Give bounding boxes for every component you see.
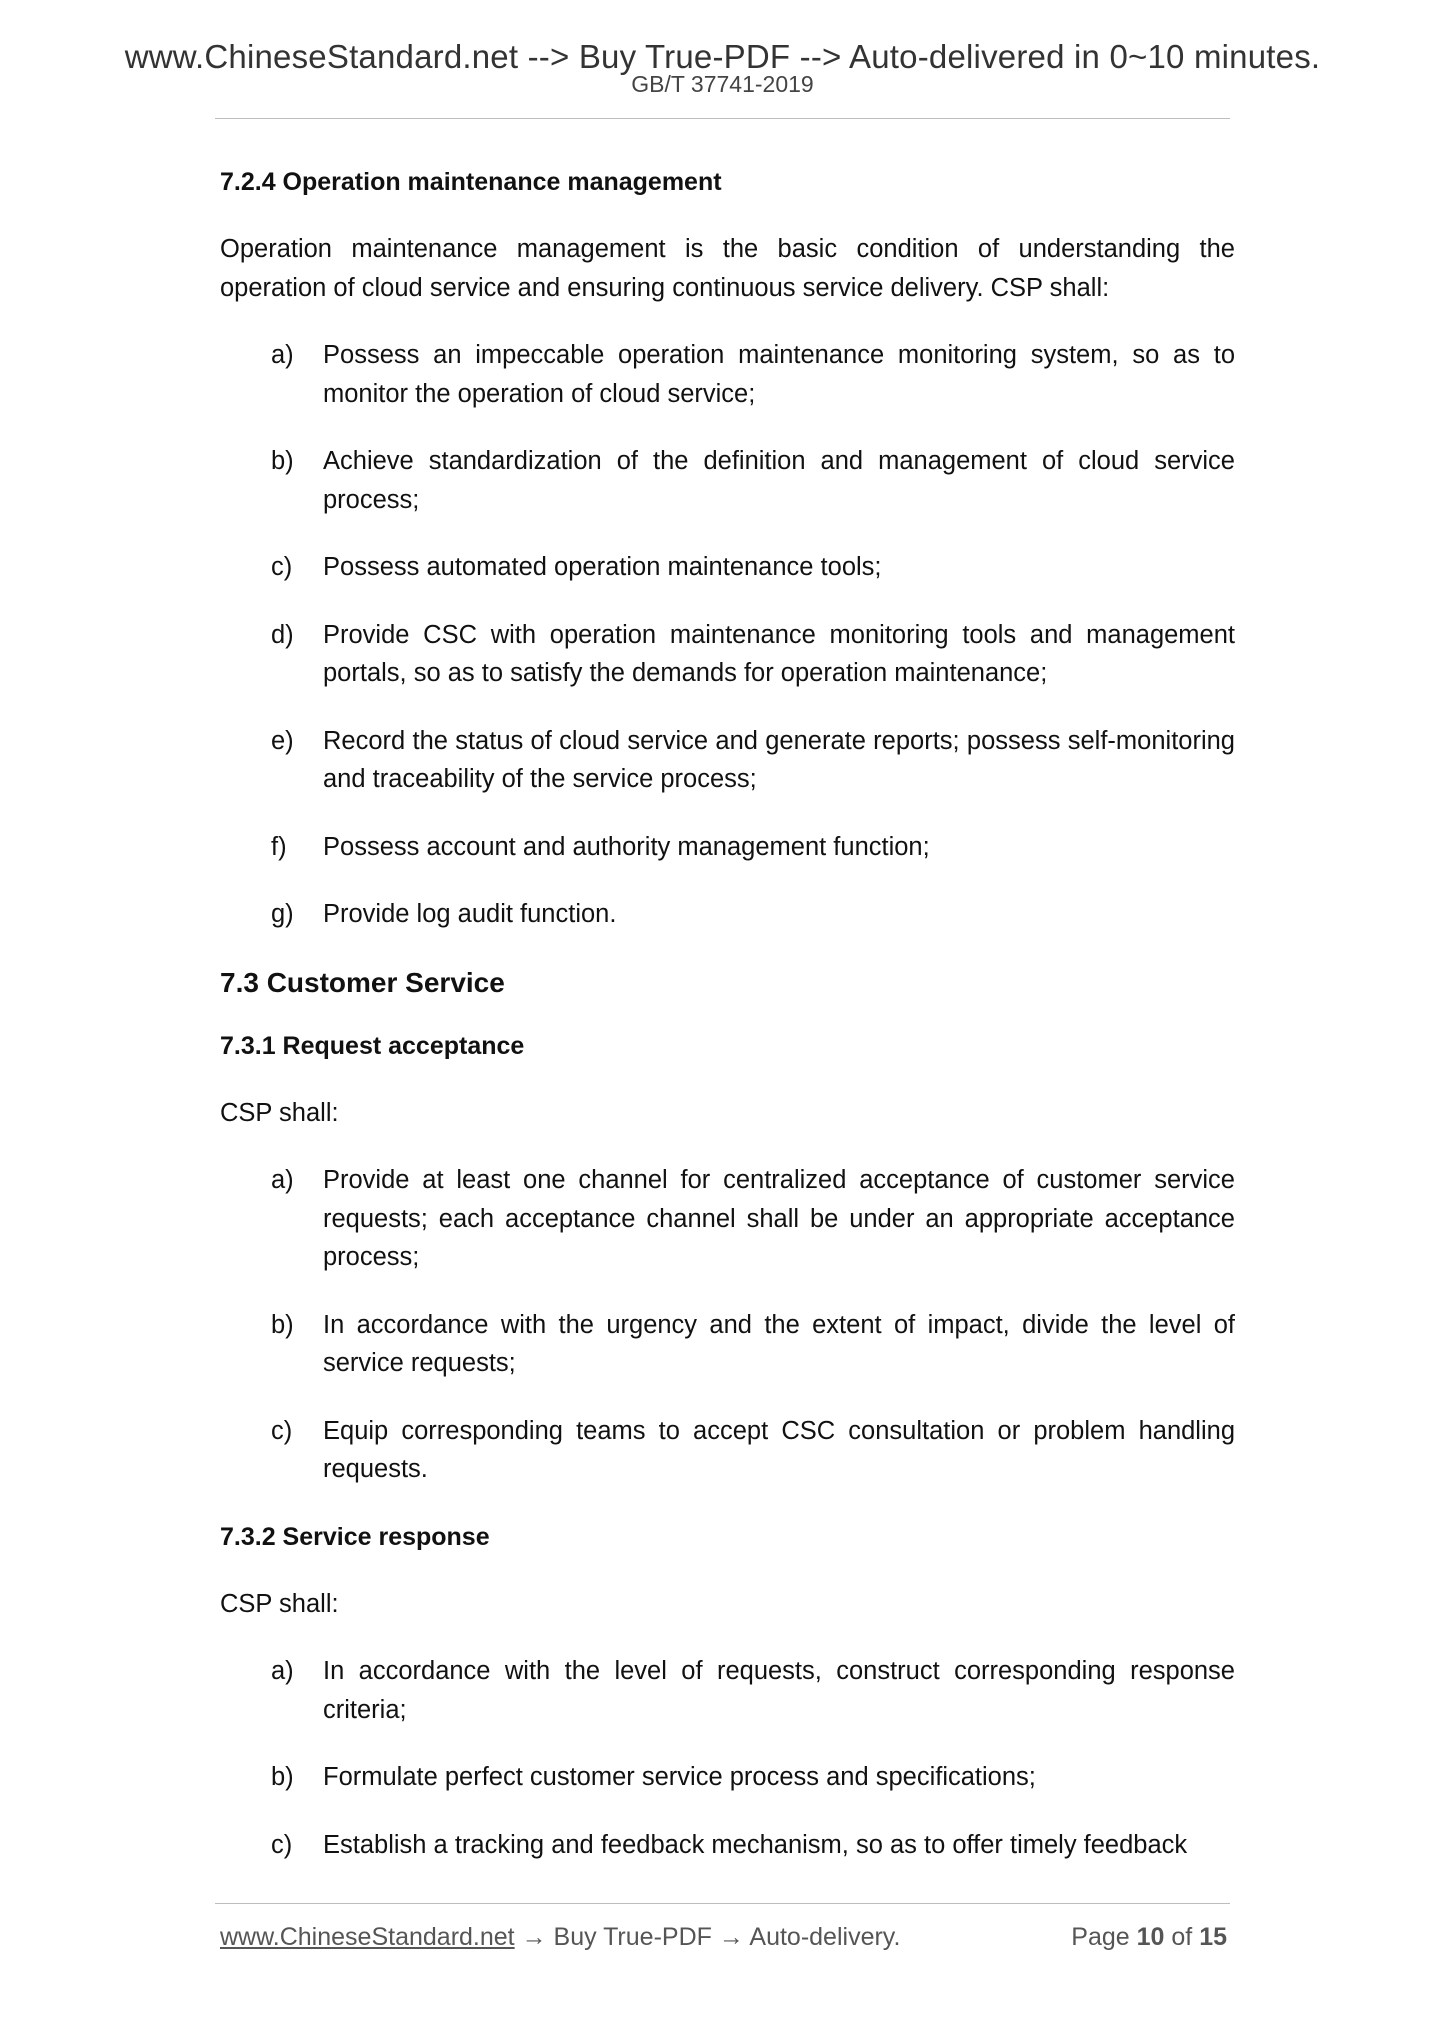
list-item <box>220 336 1235 413</box>
list-item <box>220 895 1235 934</box>
list-item <box>220 1161 1235 1277</box>
section-7-3-2-list <box>220 1652 1235 1864</box>
section-7-2-4-list <box>220 336 1235 934</box>
list-item-text: Equip corresponding teams to accept CSC consultation or problem handling requests. <box>323 1416 1235 1483</box>
page-number: 10 <box>1136 1923 1165 1951</box>
page-label: Page <box>1071 1923 1130 1951</box>
list-item <box>220 828 1235 867</box>
list-marker: d) <box>271 620 294 649</box>
list-item-text: Establish a tracking and feedback mechanism, so as to offer timely feedback <box>323 1830 1188 1859</box>
list-item <box>220 1758 1235 1797</box>
header-divider <box>215 118 1230 119</box>
section-7-3-1-heading: 7.3.1 Request acceptance <box>220 1031 525 1060</box>
header-banner: www.ChineseStandard.net --> Buy True-PDF --> Auto-delivered in 0~10 minutes. <box>124 38 1321 75</box>
list-marker: a) <box>271 341 294 369</box>
of-label: of <box>1171 1923 1193 1951</box>
section-7-3-2-intro: CSP shall: <box>220 1589 339 1618</box>
list-item-text: Record the status of cloud service and generate reports; possess self-monitoring and traceability of the service process; <box>323 726 1235 793</box>
list-marker: c) <box>271 1416 293 1445</box>
list-item-text: Provide log audit function. <box>323 900 617 928</box>
list-item-text: In accordance with the level of requests, construct corresponding response criteria; <box>323 1657 1235 1724</box>
list-item <box>220 442 1235 519</box>
list-marker: e) <box>271 726 294 755</box>
document-body <box>220 163 1235 1893</box>
list-item-text: Provide CSC with operation maintenance monitoring tools and management portals, so as to satisfy the demands for operation maintenance; <box>323 620 1235 687</box>
list-item <box>220 1652 1235 1729</box>
list-marker: c) <box>271 1830 293 1859</box>
list-marker: b) <box>271 447 294 475</box>
total-pages: 15 <box>1199 1923 1227 1951</box>
list-item <box>220 548 1235 587</box>
list-item <box>220 722 1235 799</box>
list-item-text: Possess an impeccable operation maintenance monitoring system, so as to monitor the operation of cloud service; <box>323 341 1235 408</box>
section-7-2-4-intro: Operation maintenance management is the basic condition of understanding the operation of cloud service and ensuring continuous service delivery. CSP shall: <box>220 235 1235 302</box>
footer-tagline: → Buy True-PDF → Auto-delivery. <box>514 1923 901 1951</box>
list-item <box>220 616 1235 693</box>
list-marker: c) <box>271 553 293 581</box>
section-7-3-1-list <box>220 1161 1235 1489</box>
list-marker: a) <box>271 1657 294 1685</box>
section-7-3-1-intro: CSP shall: <box>220 1098 339 1127</box>
list-item-text: Possess automated operation maintenance tools; <box>323 553 882 581</box>
list-marker: b) <box>271 1310 294 1339</box>
list-item-text: In accordance with the urgency and the extent of impact, divide the level of service requests; <box>323 1310 1235 1377</box>
list-marker: g) <box>271 900 294 928</box>
list-item-text: Possess account and authority management function; <box>323 832 930 861</box>
list-item <box>220 1306 1235 1383</box>
footer-site-link[interactable]: www.ChineseStandard.net <box>220 1923 515 1951</box>
section-7-3-2-heading: 7.3.2 Service response <box>220 1522 490 1551</box>
standard-code: GB/T 37741-2019 <box>631 71 814 97</box>
list-item <box>220 1412 1235 1489</box>
footer-divider <box>215 1903 1230 1904</box>
list-item <box>220 1826 1235 1865</box>
section-7-3-heading: 7.3 Customer Service <box>220 966 505 998</box>
list-marker: f) <box>271 832 287 861</box>
list-item-text: Provide at least one channel for centralized acceptance of customer service requests; each acceptance channel shall be under an appropriate acceptance process; <box>323 1166 1235 1271</box>
list-item-text: Formulate perfect customer service process and specifications; <box>323 1763 1036 1791</box>
section-7-2-4-heading: 7.2.4 Operation maintenance management <box>220 168 722 196</box>
list-marker: a) <box>271 1166 294 1194</box>
page-footer <box>220 1923 1235 1952</box>
page-indicator <box>1071 1923 1227 1952</box>
list-marker: b) <box>271 1763 294 1791</box>
list-item-text: Achieve standardization of the definition and management of cloud service process; <box>323 447 1235 514</box>
